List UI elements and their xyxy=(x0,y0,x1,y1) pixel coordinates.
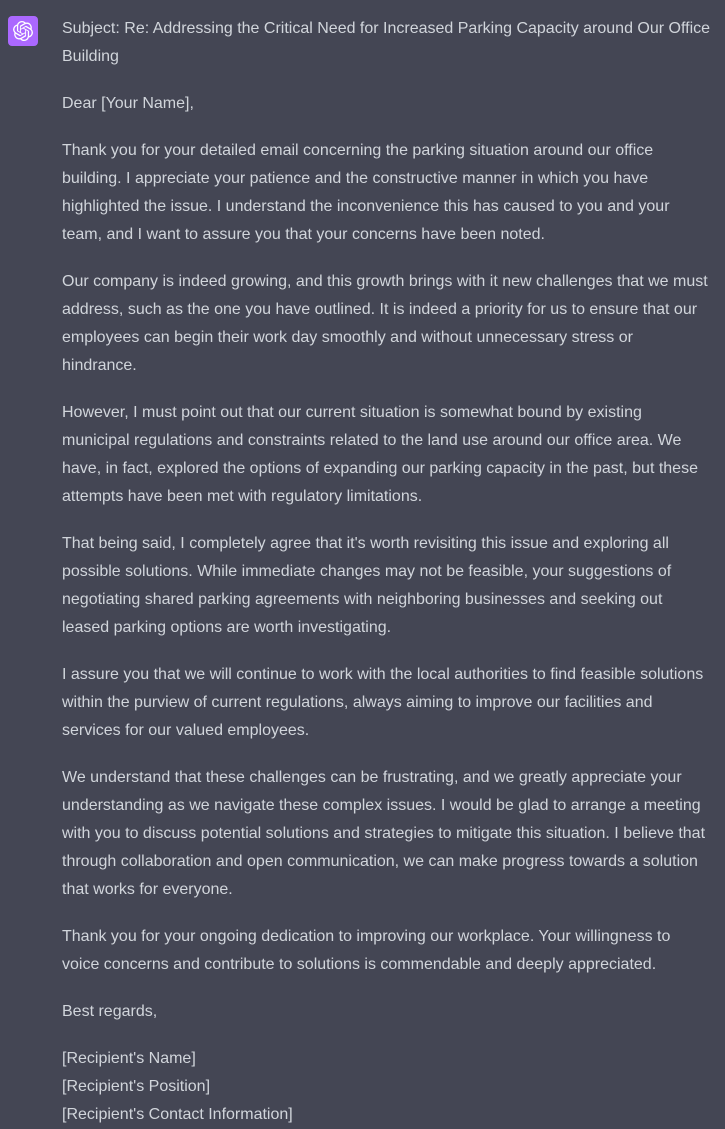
email-signature xyxy=(62,1045,712,1129)
email-subject: Subject: Re: Addressing the Critical Need for Increased Parking Capacity around Our Office Building xyxy=(62,20,715,65)
email-greeting: Dear [Your Name], xyxy=(62,95,194,112)
email-closing: Best regards, xyxy=(62,1003,158,1020)
signature-line: [Recipient's Name] xyxy=(62,1050,196,1067)
email-body xyxy=(62,15,715,1129)
signature-line: [Recipient's Contact Information] xyxy=(62,1106,293,1123)
email-paragraph: That being said, I completely agree that it's worth revisiting this issue and exploring all possible solutions. While immediate changes may not be feasible, your suggestions of negotiating shared parking agreements with neighboring businesses and seeking out leased parking options are worth investigating. xyxy=(62,535,676,636)
email-paragraph: Thank you for your ongoing dedication to improving our workplace. Your willingness to voice concerns and contribute to solutions is commendable and deeply appreciated. xyxy=(62,928,675,973)
signature-line: [Recipient's Position] xyxy=(62,1078,211,1095)
email-paragraph: I assure you that we will continue to work with the local authorities to find feasible solutions within the purview of current regulations, always aiming to improve our facilities and services for our valued employees. xyxy=(62,666,708,739)
email-paragraph: We understand that these challenges can be frustrating, and we greatly appreciate your understanding as we navigate these complex issues. I would be glad to arrange a meeting with you to discuss potential solutions and strategies to mitigate this situation. I believe that through collaboration and open communication, we can make progress towards a solution that works for everyone. xyxy=(62,769,710,898)
email-paragraph: However, I must point out that our current situation is somewhat bound by existing municipal regulations and constraints related to the land use around our office area. We have, in fact, explored the options of expanding our parking capacity in the past, but these attempts have been met with regulatory limitations. xyxy=(62,404,703,505)
assistant-avatar xyxy=(8,16,38,46)
email-paragraph: Thank you for your detailed email concerning the parking situation around our office building. I appreciate your patience and the constructive manner in which you have highlighted the issue. I understand the inconvenience this has caused to you and your team, and I want to assure you that your concerns have been noted. xyxy=(62,142,674,243)
email-paragraph: Our company is indeed growing, and this growth brings with it new challenges that we must address, such as the one you have outlined. It is indeed a priority for us to ensure that our employees can begin their work day smoothly and without unnecessary stress or hindrance. xyxy=(62,273,713,374)
openai-logo-icon xyxy=(13,21,33,41)
